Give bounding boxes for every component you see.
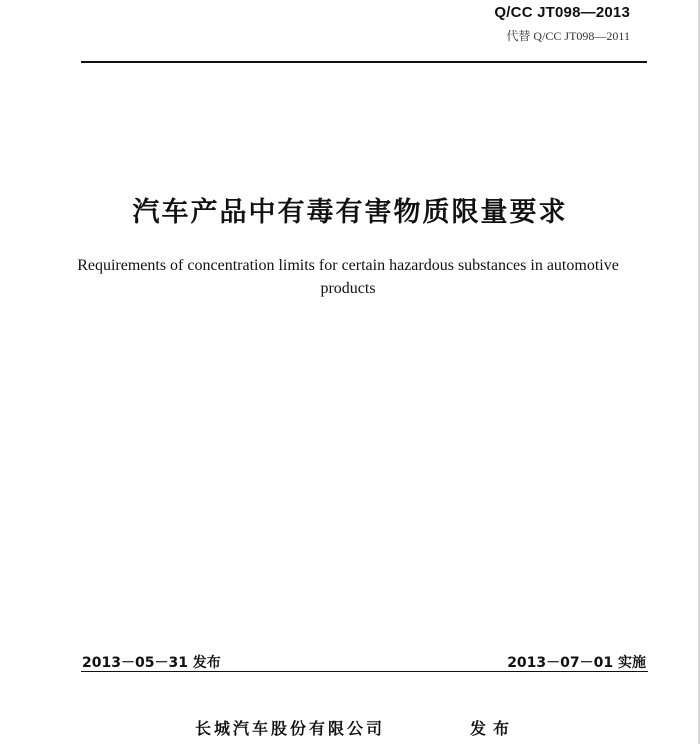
english-title-line-1: Requirements of concentration limits for certain hazardous substances in automotive <box>77 257 619 274</box>
publish-label: 发布 <box>470 719 517 738</box>
chinese-title: 汽车产品中有毒有害物质限量要求 <box>132 197 568 228</box>
bottom-divider <box>81 671 648 672</box>
english-title-line-2: products <box>320 280 376 297</box>
issue-date: 2013－05－31 发布 <box>82 655 221 671</box>
implementation-date: 2013－07－01 实施 <box>507 655 646 671</box>
publisher-name: 长城汽车股份有限公司 <box>195 719 386 738</box>
replaces-standard: 代替 Q/CC JT098—2011 <box>506 29 630 43</box>
english-title <box>40 254 656 300</box>
top-divider <box>81 61 647 63</box>
standard-number: Q/CC JT098—2013 <box>494 4 630 21</box>
